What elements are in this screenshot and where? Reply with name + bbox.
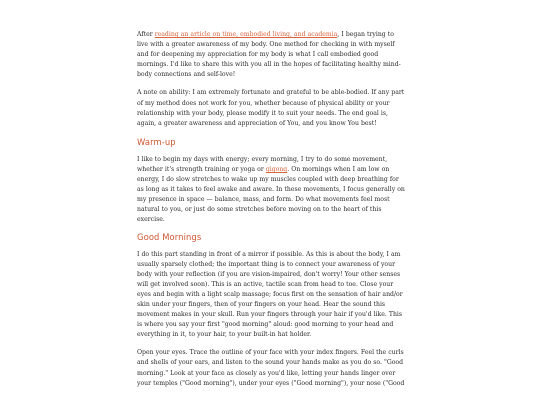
qigong-link[interactable]: qigong [265, 165, 288, 173]
good-mornings-paragraph: I do this part standing in front of a mirror if possible. As this is about the body, I am usually sparsely clothed; the important thing is to connect your awareness of your body with your reflection (if you are vision-impaired, don't worry! Your other senses will get involved soon). This is an active, tactile scan from head to toe. Close your eyes and begin with a light scalp massage; focus first on the sensation of hair and/or skin under your fingers, then of your fingers on your head. Hear the sound this movement makes in your skull. Run your fingers through your hair if you'd like. This is where you say your first "good morning" aloud: good morning to your head and everything in it, to your hair, to your built-in hat holder. [137, 250, 403, 339]
warm-up-heading: Warm-up [137, 136, 176, 147]
face-paragraph: Open your eyes. Trace the outline of your face with your index fingers. Feel the curls and shells of your ears, and listen to the sound your hands make as you do so. "Good morning." Look at your face as closely as you'd like, letting your hands linger over your temples ("Good morning"), under your eyes ("Good morning"), your nose ("Good [137, 349, 405, 387]
intro-text-after: , I began trying to live with a greater awareness of my body. One method for checking in with myself and for deepening my appreciation for my body is what I call embodied good mornings. I'd like to share this with you all in the hopes of facilitating healthy mind-body connections and self-love! [137, 31, 401, 79]
warm-up-text-after: . On mornings when I am low on energy, I do slow stretches to wake up my muscles coupled with deep breathing for as long as it takes to feel awake and aware. In these movements, I focus generally on my presence in space — balance, mass, and form. Do what movements feel most natural to you, or just do some stretches before moving on to the heart of this exercise. [137, 165, 405, 224]
intro-paragraph [137, 30, 405, 80]
warm-up-paragraph [137, 155, 405, 226]
article-body [137, 30, 405, 398]
article-link[interactable]: reading an article on time, embodied living, and academia [154, 31, 338, 38]
good-mornings-heading: Good Mornings [137, 231, 202, 242]
intro-text-before: After [137, 31, 155, 38]
ability-note-paragraph: A note on ability: I am extremely fortunate and grateful to be able-bodied. If any part of my method does not work for you, whether because of physical ability or your relationship with your body, please modify it to suit your needs. The end goal is, again, a greater awareness and appreciation of You, and you know You best! [137, 89, 405, 127]
warm-up-text-before: I like to begin my days with energy; every morning, I try to do some movement, whether it's strength training or yoga or [137, 155, 388, 173]
